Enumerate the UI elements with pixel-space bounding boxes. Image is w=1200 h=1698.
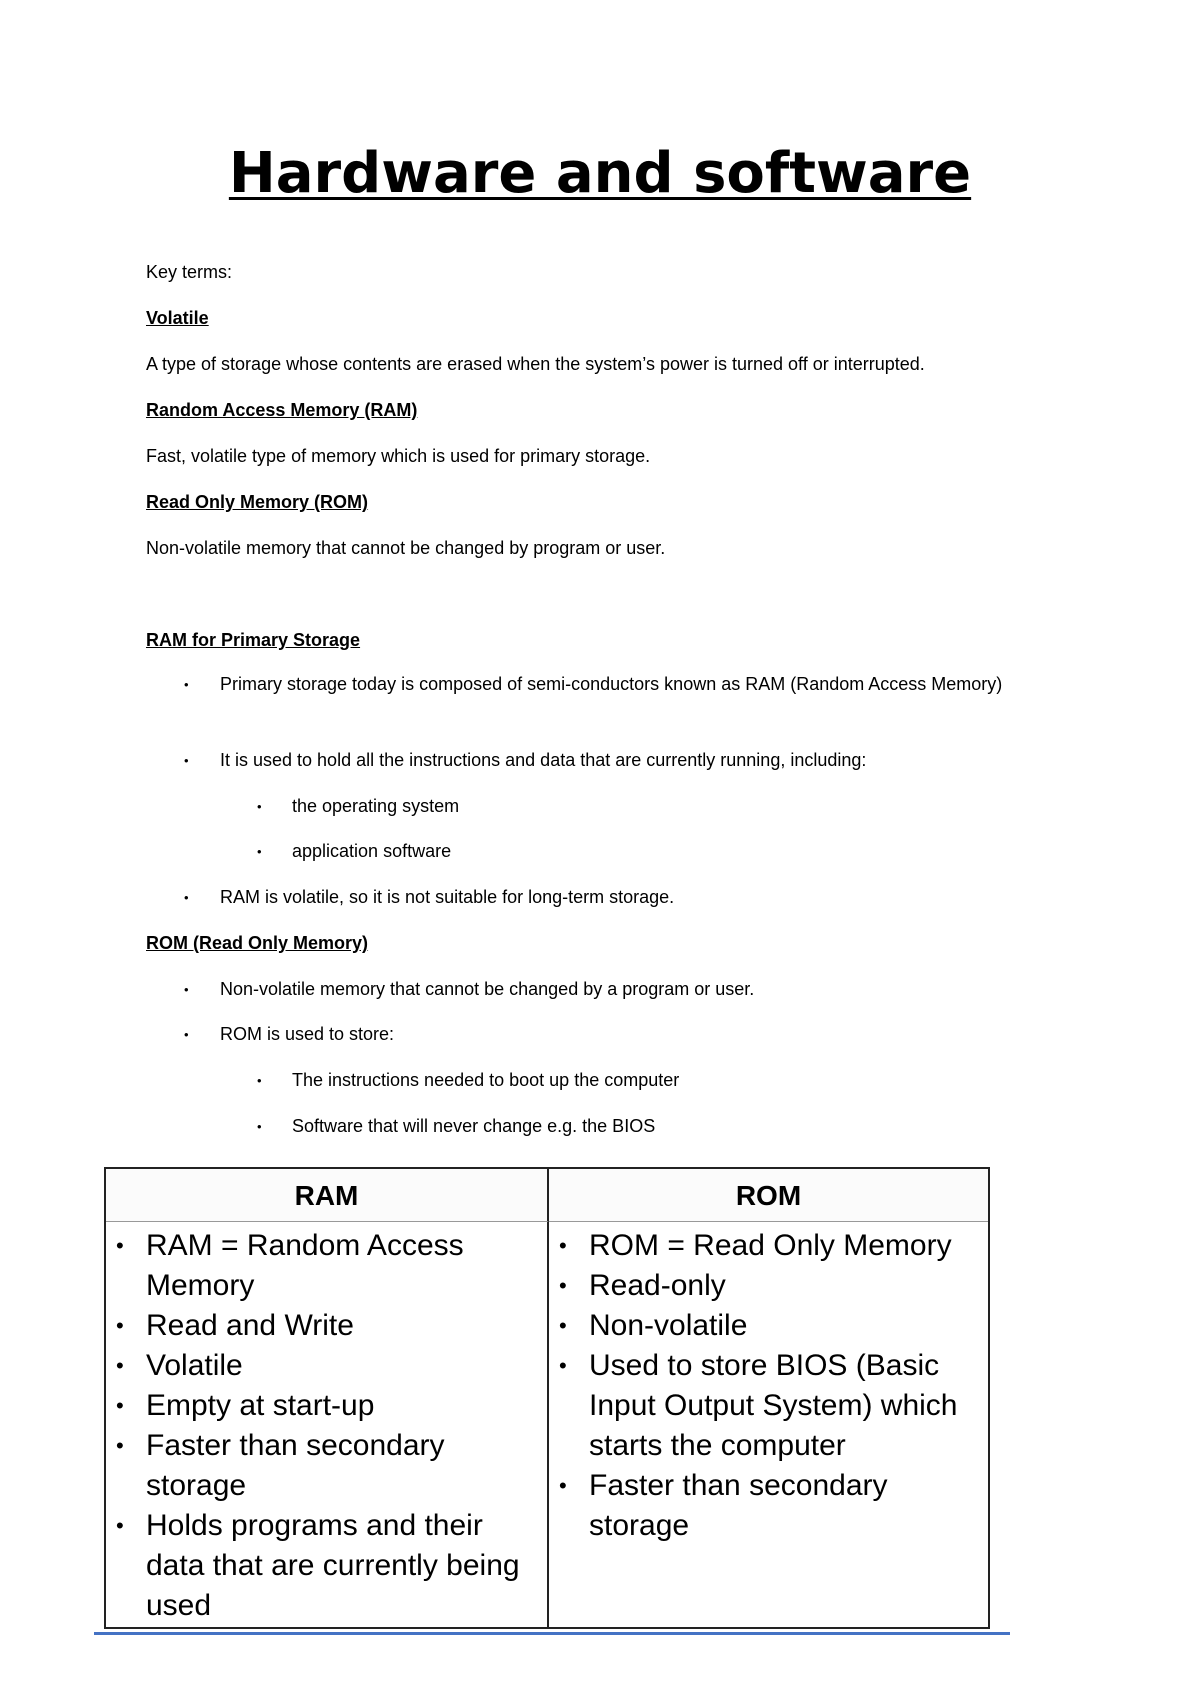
list-item (257, 792, 957, 821)
list-item (184, 883, 1024, 912)
bullet-icon: • (559, 1473, 567, 1498)
list-item (184, 670, 1024, 699)
table-cell-ram (106, 1222, 549, 1627)
term-definition-volatile: A type of storage whose contents are erased when the system’s power is turned off or interrupted. (146, 354, 925, 374)
bullet-icon: • (559, 1353, 567, 1378)
list-item-text: Holds programs and their data that are currently being used (146, 1509, 520, 1622)
list-item (184, 1020, 1024, 1049)
list-item (549, 1466, 988, 1546)
list-item (106, 1426, 547, 1506)
bullet-icon: • (559, 1313, 567, 1338)
list-item-text: ROM is used to store: (220, 1024, 395, 1044)
list-item (184, 975, 1024, 1004)
table-header-ram: RAM (106, 1169, 549, 1222)
list-item (257, 1112, 957, 1141)
list-item (184, 746, 1024, 775)
bullet-icon: • (257, 799, 262, 814)
list-item-text: Empty at start-up (146, 1389, 375, 1422)
bullet-icon: • (116, 1513, 124, 1538)
list-item-text: Non-volatile (589, 1309, 748, 1342)
table-cell-rom (549, 1222, 988, 1627)
list-item-text: Software that will never change e.g. the BIOS (292, 1116, 656, 1136)
bullet-icon: • (116, 1233, 124, 1258)
list-item-text: Read-only (589, 1269, 726, 1302)
bullet-icon: • (184, 890, 189, 905)
term-definition-rom: Non-volatile memory that cannot be changed by program or user. (146, 538, 666, 558)
list-item-text: Volatile (146, 1349, 243, 1382)
term-definition-ram: Fast, volatile type of memory which is used for primary storage. (146, 446, 651, 466)
page-title: Hardware and software (228, 141, 972, 206)
list-item (549, 1226, 988, 1266)
ram-rom-comparison-table (104, 1167, 990, 1629)
list-item-text: the operating system (292, 796, 460, 816)
bullet-icon: • (184, 1027, 189, 1042)
bottom-divider (94, 1632, 1010, 1635)
list-item (106, 1346, 547, 1386)
term-heading-volatile: Volatile (146, 308, 209, 328)
list-item (549, 1266, 988, 1306)
list-item (106, 1226, 547, 1306)
bullet-icon: • (559, 1233, 567, 1258)
list-item-text: RAM = Random Access Memory (146, 1229, 464, 1302)
list-item-text: application software (292, 841, 452, 861)
list-item (549, 1306, 988, 1346)
list-item-text: ROM = Read Only Memory (589, 1229, 952, 1262)
list-item (106, 1506, 547, 1626)
list-item (106, 1386, 547, 1426)
key-terms-label: Key terms: (146, 262, 233, 282)
bullet-icon: • (559, 1273, 567, 1298)
list-item-text: Primary storage today is composed of semi-conductors known as RAM (Random Access Memory) (220, 674, 1003, 694)
section-heading-rom: ROM (Read Only Memory) (146, 933, 369, 953)
list-item-text: The instructions needed to boot up the computer (292, 1070, 680, 1090)
bullet-icon: • (184, 753, 189, 768)
list-item (549, 1346, 988, 1466)
list-item (257, 1066, 957, 1095)
bullet-icon: • (116, 1353, 124, 1378)
section-heading-ram-primary-storage: RAM for Primary Storage (146, 630, 361, 650)
bullet-icon: • (116, 1313, 124, 1338)
table-header-rom: ROM (549, 1169, 988, 1222)
bullet-icon: • (184, 677, 189, 692)
bullet-icon: • (257, 844, 262, 859)
ram-feature-list (106, 1226, 547, 1626)
list-item (106, 1306, 547, 1346)
list-item-text: It is used to hold all the instructions and data that are currently running, including: (220, 750, 867, 770)
rom-feature-list (549, 1226, 988, 1546)
list-item (257, 837, 957, 866)
list-item-text: Read and Write (146, 1309, 354, 1342)
bullet-icon: • (116, 1433, 124, 1458)
list-item-text: Used to store BIOS (Basic Input Output System) which starts the computer (589, 1349, 958, 1462)
list-item-text: Faster than secondary storage (589, 1469, 888, 1542)
term-heading-rom: Read Only Memory (ROM) (146, 492, 369, 512)
list-item-text: RAM is volatile, so it is not suitable for long-term storage. (220, 887, 675, 907)
bullet-icon: • (257, 1073, 262, 1088)
list-item-text: Faster than secondary storage (146, 1429, 445, 1502)
bullet-icon: • (257, 1119, 262, 1134)
bullet-icon: • (116, 1393, 124, 1418)
list-item-text: Non-volatile memory that cannot be changed by a program or user. (220, 979, 755, 999)
term-heading-ram: Random Access Memory (RAM) (146, 400, 418, 420)
bullet-icon: • (184, 982, 189, 997)
